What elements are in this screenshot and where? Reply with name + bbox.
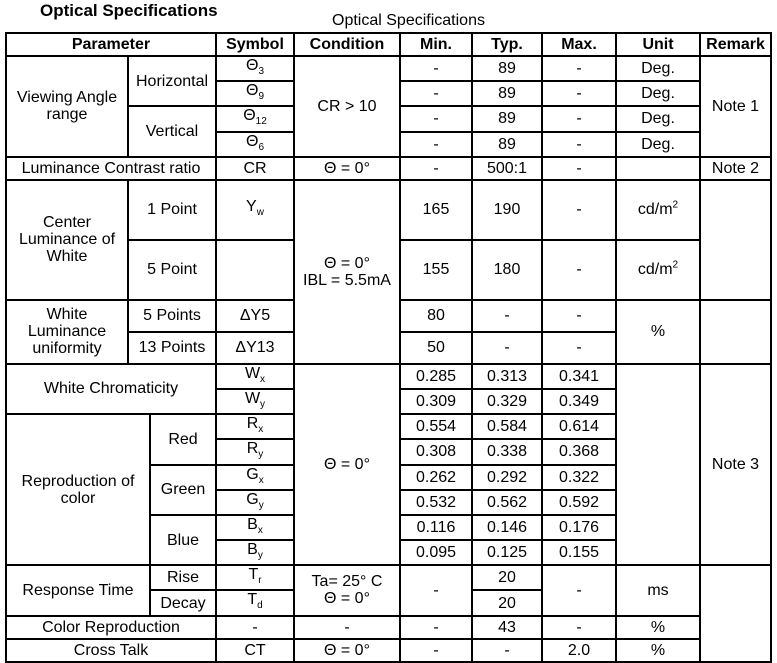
min-cell: 155 (400, 240, 472, 300)
unit-cell: $cd/m^2$ (616, 240, 700, 300)
unit-cell: % (616, 639, 700, 662)
min-cell: 165 (400, 180, 472, 240)
horizontal-label: Horizontal (128, 56, 216, 106)
header-typ: Typ. (472, 33, 542, 56)
color-reproduction-label: Color Reproduction (6, 616, 216, 639)
max-cell: - (542, 616, 616, 639)
min-cell: 0.554 (400, 414, 472, 439)
symbol-cell: CR (216, 157, 294, 180)
table-row (6, 56, 771, 81)
max-cell: 0.368 (542, 439, 616, 464)
min-cell: 80 (400, 300, 472, 332)
min-cell: 0.262 (400, 465, 472, 490)
luminance-condition: Θ = 0° IBL = 5.5mA (294, 180, 400, 364)
symbol-cell: $W_y$ (216, 389, 294, 414)
table-row (6, 639, 771, 662)
max-cell: - (542, 300, 616, 332)
reproduction-label: Reproduction of color (6, 414, 150, 565)
unit-cell: $cd/m^2$ (616, 180, 700, 240)
typ-cell: - (472, 639, 542, 662)
min-cell: - (400, 106, 472, 131)
symbol-cell: $\Theta_9$ (216, 81, 294, 106)
symbol-cell: CT (216, 639, 294, 662)
max-cell: - (542, 565, 616, 615)
max-cell: 0.349 (542, 389, 616, 414)
header-symbol: Symbol (216, 33, 294, 56)
min-cell: 0.308 (400, 439, 472, 464)
header-unit: Unit (616, 33, 700, 56)
symbol-cell: $\Theta_{12}$ (216, 106, 294, 131)
response-time-label: Response Time (6, 565, 150, 615)
symbol-cell: $G_y$ (216, 490, 294, 515)
typ-cell: 0.313 (472, 364, 542, 389)
symbol-cell: $G_x$ (216, 465, 294, 490)
symbol-cell: $R_y$ (216, 439, 294, 464)
symbol-cell: ΔY13 (216, 332, 294, 364)
min-cell: 0.095 (400, 540, 472, 565)
section-heading: Optical Specifications (40, 1, 218, 20)
center-luminance-label: Center Luminance of White (6, 180, 128, 300)
max-cell: - (542, 240, 616, 300)
max-cell: - (542, 106, 616, 131)
typ-cell: 0.329 (472, 389, 542, 414)
unit-cell (616, 157, 700, 180)
green-label: Green (150, 465, 216, 515)
min-cell: - (400, 132, 472, 157)
blue-label: Blue (150, 515, 216, 565)
table-row (6, 180, 771, 240)
header-max: Max. (542, 33, 616, 56)
typ-cell: - (472, 300, 542, 332)
symbol-cell: $\Theta_3$ (216, 56, 294, 81)
table-row (6, 565, 771, 590)
max-cell: 0.176 (542, 515, 616, 540)
min-cell: - (400, 56, 472, 81)
max-cell: 0.322 (542, 465, 616, 490)
unit-cell: Deg. (616, 132, 700, 157)
typ-cell: 89 (472, 56, 542, 81)
table-row (6, 616, 771, 639)
typ-cell: 0.562 (472, 490, 542, 515)
typ-cell: 0.146 (472, 515, 542, 540)
symbol-cell: $T_d$ (216, 590, 294, 615)
condition-cell: Θ = 0° (294, 639, 400, 662)
table-caption: Optical Specifications (332, 12, 485, 29)
remark-note3: Note 3 (700, 364, 771, 566)
typ-cell: 89 (472, 132, 542, 157)
max-cell: 0.341 (542, 364, 616, 389)
remark-empty (700, 180, 771, 300)
typ-cell: - (472, 332, 542, 364)
min-cell: - (400, 639, 472, 662)
symbol-cell: $W_x$ (216, 364, 294, 389)
unit-cell: % (616, 616, 700, 639)
typ-cell: 0.125 (472, 540, 542, 565)
max-cell: - (542, 56, 616, 81)
white-chromaticity-label: White Chromaticity (6, 364, 216, 414)
symbol-cell: $B_x$ (216, 515, 294, 540)
header-condition: Condition (294, 33, 400, 56)
typ-cell: 0.292 (472, 465, 542, 490)
unit-cell: Deg. (616, 106, 700, 131)
typ-cell: 190 (472, 180, 542, 240)
remark-empty (700, 565, 771, 661)
typ-cell: 20 (472, 590, 542, 615)
one-point-label: 1 Point (128, 180, 216, 240)
typ-cell: 89 (472, 81, 542, 106)
header-min: Min. (400, 33, 472, 56)
symbol-cell: ΔY5 (216, 300, 294, 332)
min-cell: - (400, 565, 472, 615)
response-unit: ms (616, 565, 700, 615)
max-cell: - (542, 180, 616, 240)
condition-cell: - (294, 616, 400, 639)
unit-cell: Deg. (616, 56, 700, 81)
rise-label: Rise (150, 565, 216, 590)
typ-cell: 43 (472, 616, 542, 639)
vertical-label: Vertical (128, 106, 216, 156)
chroma-unit (616, 364, 700, 566)
red-label: Red (150, 414, 216, 464)
optical-spec-table (5, 32, 772, 663)
symbol-cell: $Y_w$ (216, 180, 294, 240)
min-cell: - (400, 157, 472, 180)
condition-cell: Θ = 0° (294, 157, 400, 180)
uniformity-label: White Luminance uniformity (6, 300, 128, 364)
chroma-condition: Θ = 0° (294, 364, 400, 566)
min-cell: - (400, 616, 472, 639)
min-cell: 0.116 (400, 515, 472, 540)
min-cell: 0.532 (400, 490, 472, 515)
typ-cell: 500:1 (472, 157, 542, 180)
typ-cell: 89 (472, 106, 542, 131)
symbol-cell: $B_y$ (216, 540, 294, 565)
min-cell: 50 (400, 332, 472, 364)
max-cell: - (542, 332, 616, 364)
typ-cell: 0.584 (472, 414, 542, 439)
five-point-label: 5 Point (128, 240, 216, 300)
header-row (6, 33, 771, 56)
remark-note1: Note 1 (700, 56, 771, 157)
header-parameter: Parameter (6, 33, 216, 56)
max-cell: 2.0 (542, 639, 616, 662)
min-cell: - (400, 81, 472, 106)
thirteen-points-label: 13 Points (128, 332, 216, 364)
header-remark: Remark (700, 33, 771, 56)
max-cell: 0.155 (542, 540, 616, 565)
symbol-cell: $T_r$ (216, 565, 294, 590)
table-row (6, 364, 771, 389)
max-cell: 0.592 (542, 490, 616, 515)
response-condition: Ta= 25° C Θ = 0° (294, 565, 400, 615)
viewing-angle-label: Viewing Angle range (6, 56, 128, 157)
contrast-label: Luminance Contrast ratio (6, 157, 216, 180)
symbol-cell: $\Theta_6$ (216, 132, 294, 157)
symbol-cell: $R_x$ (216, 414, 294, 439)
viewing-condition: CR > 10 (294, 56, 400, 157)
max-cell: 0.614 (542, 414, 616, 439)
five-points-label: 5 Points (128, 300, 216, 332)
decay-label: Decay (150, 590, 216, 615)
symbol-cell (216, 240, 294, 300)
typ-cell: 180 (472, 240, 542, 300)
table-row (6, 157, 771, 180)
max-cell: - (542, 81, 616, 106)
max-cell: - (542, 132, 616, 157)
remark-empty (700, 300, 771, 364)
cross-talk-label: Cross Talk (6, 639, 216, 662)
typ-cell: 20 (472, 565, 542, 590)
min-cell: 0.285 (400, 364, 472, 389)
min-cell: 0.309 (400, 389, 472, 414)
unit-cell: Deg. (616, 81, 700, 106)
remark-note2: Note 2 (700, 157, 771, 180)
uniformity-unit: % (616, 300, 700, 364)
typ-cell: 0.338 (472, 439, 542, 464)
symbol-cell: - (216, 616, 294, 639)
max-cell: - (542, 157, 616, 180)
